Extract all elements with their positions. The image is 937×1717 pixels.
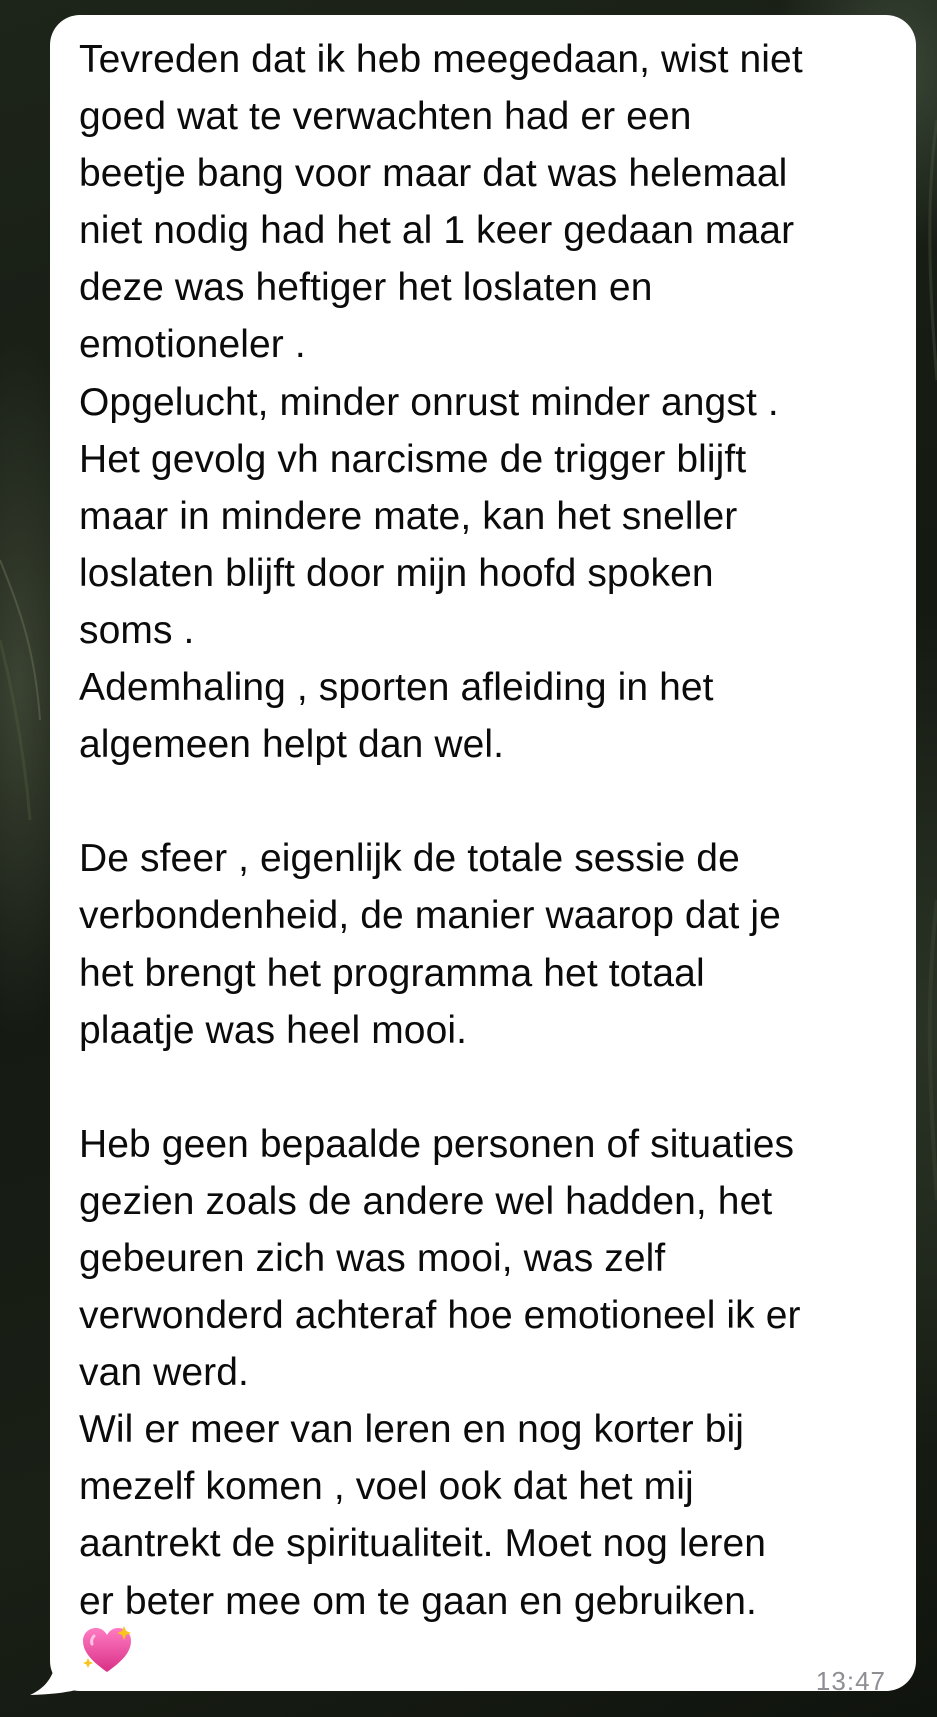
message-text: Tevreden dat ik heb meegedaan, wist niet goed wat te verwachten had er een beetje bang voor maar dat was helemaal niet nodig had het al 1 keer gedaan maar deze was heftiger het loslaten en emotioneler . Opgelucht, minder onrust minder angst . Het gevolg vh narcisme de trigger blijft maar in mindere mate, kan het sneller loslaten blijft door mijn hoofd spoken soms . Ademhaling , sporten afleiding in het algemeen helpt dan wel. De sfeer , eigenlijk de totale sessie de verbondenheid, de manier waarop dat je het brengt het programma het totaal plaatje was heel mooi. Heb geen bepaalde personen of situaties gezien zoals de andere wel hadden, het gebeuren zich was mooi, was zelf verwonderd achteraf hoe emotioneel ik er van werd. Wil er meer van leren en nog korter bij mezelf komen , voel ook dat het mij aantrekt de spiritualiteit. Moet nog leren er beter mee om te gaan en gebruiken. xyxy=(79,38,803,1623)
message-bubble[interactable] xyxy=(50,15,916,1696)
message-timestamp: 13:47 xyxy=(815,1666,886,1696)
sparkling-heart-icon xyxy=(80,1624,134,1678)
